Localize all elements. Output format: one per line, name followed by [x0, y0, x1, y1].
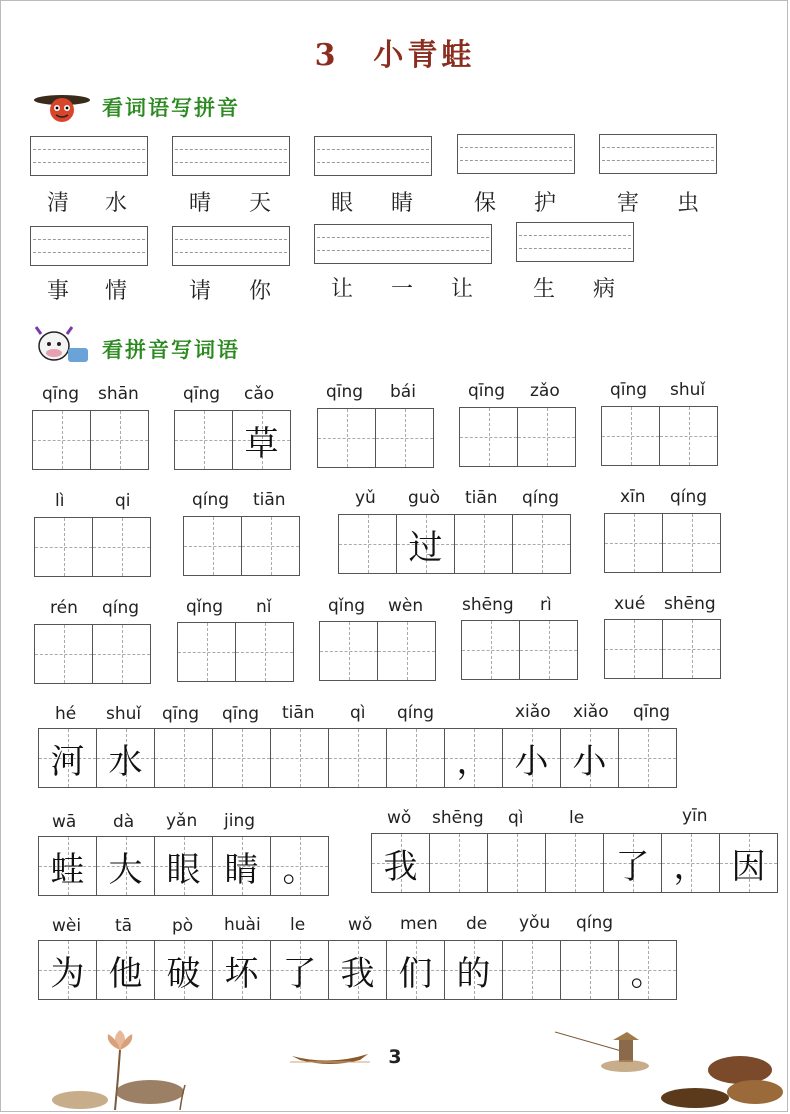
sentence-grid — [38, 940, 677, 1000]
grid-char: 他 — [108, 953, 143, 994]
grid-char: 小 — [572, 741, 607, 782]
grid-cell[interactable] — [488, 833, 546, 893]
grid-cell[interactable] — [155, 940, 213, 1000]
pinyin-label: qíng — [102, 598, 140, 618]
writing-grid — [34, 624, 151, 684]
pinyin-answer-box[interactable] — [516, 222, 634, 262]
grid-char: 草 — [244, 423, 279, 464]
grid-cell[interactable] — [271, 836, 329, 896]
pinyin-label: dà — [113, 812, 135, 832]
grid-cell[interactable] — [660, 406, 718, 466]
word-char: 晴 — [189, 191, 212, 216]
pinyin-label: wèi — [52, 916, 82, 936]
pinyin-label: shuǐ — [670, 380, 706, 400]
pinyin-label: rì — [540, 595, 552, 615]
pinyin-label: xué — [614, 594, 646, 614]
pinyin-label: qīng — [633, 702, 671, 722]
writing-grid — [177, 622, 294, 682]
pinyin-label: qíng — [576, 913, 614, 933]
pinyin-label: qīng — [610, 380, 648, 400]
grid-char: 小 — [514, 741, 549, 782]
pinyin-answer-box[interactable] — [599, 134, 717, 174]
writing-grid — [319, 621, 436, 681]
pinyin-label: wèn — [388, 596, 424, 616]
pinyin-label: le — [569, 808, 585, 828]
pinyin-label: tā — [115, 916, 133, 936]
grid-cell[interactable] — [619, 728, 677, 788]
grid-char: ， — [456, 741, 491, 782]
grid-cell[interactable] — [213, 940, 271, 1000]
writing-grid — [459, 407, 576, 467]
grid-cell[interactable] — [39, 940, 97, 1000]
pinyin-label: zǎo — [530, 381, 560, 401]
grid-char: 我 — [383, 846, 418, 887]
pinyin-label: qīng — [183, 384, 221, 404]
grid-cell[interactable] — [378, 621, 436, 681]
grid-char: 眼 — [166, 849, 201, 890]
grid-char: 的 — [456, 953, 491, 994]
pinyin-label: de — [466, 914, 488, 934]
word-char: 病 — [593, 277, 616, 302]
word-char: 睛 — [391, 191, 414, 216]
grid-cell[interactable] — [97, 728, 155, 788]
grid-char: 了 — [282, 953, 317, 994]
sentence-grid — [38, 836, 329, 896]
grid-cell[interactable] — [663, 619, 721, 679]
pinyin-label: wǒ — [348, 915, 373, 935]
grid-cell[interactable] — [520, 620, 578, 680]
grid-cell[interactable] — [271, 728, 329, 788]
grid-char: 因 — [731, 846, 766, 887]
pinyin-label: qíng — [670, 487, 708, 507]
grid-cell[interactable] — [546, 833, 604, 893]
word-char: 眼 — [331, 191, 354, 216]
grid-cell[interactable] — [329, 940, 387, 1000]
pinyin-label: qīng — [222, 704, 260, 724]
grid-cell[interactable] — [155, 728, 213, 788]
pinyin-label: jing — [224, 811, 256, 831]
grid-cell[interactable] — [513, 514, 571, 574]
pinyin-answer-box[interactable] — [457, 134, 575, 174]
word-char: 生 — [533, 277, 556, 302]
grid-cell[interactable] — [35, 517, 93, 577]
writing-grid — [34, 517, 151, 577]
pinyin-label: shān — [98, 384, 139, 404]
grid-cell[interactable] — [604, 833, 662, 893]
grid-char: 。 — [282, 849, 317, 890]
pinyin-label: qīng — [468, 381, 506, 401]
grid-cell[interactable] — [445, 940, 503, 1000]
pinyin-label: qíng — [192, 490, 230, 510]
grid-cell[interactable] — [329, 728, 387, 788]
word-char: 请 — [189, 279, 212, 304]
grid-cell[interactable] — [662, 833, 720, 893]
pinyin-label: xiǎo — [515, 702, 551, 722]
pinyin-label: xīn — [620, 487, 646, 507]
grid-cell[interactable] — [503, 940, 561, 1000]
pinyin-label: hé — [55, 704, 77, 724]
writing-grid — [174, 410, 291, 470]
word-char: 虫 — [677, 191, 700, 216]
grid-cell[interactable] — [39, 728, 97, 788]
word-char: 害 — [617, 191, 640, 216]
pinyin-label: tiān — [253, 490, 286, 510]
pinyin-label: qīng — [326, 382, 364, 402]
grid-cell[interactable] — [320, 621, 378, 681]
pinyin-label: pò — [172, 916, 194, 936]
grid-cell[interactable] — [213, 728, 271, 788]
page-title: 3 小青蛙 — [314, 38, 476, 73]
word-char: 情 — [105, 279, 128, 304]
pinyin-label: bái — [390, 382, 416, 402]
grid-cell[interactable] — [387, 940, 445, 1000]
word-char: 保 — [474, 191, 497, 216]
grid-char: 水 — [108, 741, 143, 782]
pinyin-answer-box[interactable] — [30, 136, 148, 176]
pinyin-label: qǐng — [328, 596, 366, 616]
section-title: 看拼音写词语 — [102, 338, 240, 362]
grid-cell[interactable] — [271, 940, 329, 1000]
pinyin-label: tiān — [282, 703, 315, 723]
page-number: 3 — [388, 1046, 402, 1068]
grid-cell[interactable] — [33, 410, 91, 470]
pinyin-answer-box[interactable] — [314, 136, 432, 176]
pinyin-label: wā — [52, 812, 77, 832]
grid-cell[interactable] — [155, 836, 213, 896]
pinyin-label: huài — [224, 915, 261, 935]
pinyin-label: qīng — [162, 704, 200, 724]
writing-grid — [604, 513, 721, 573]
grid-char: 了 — [615, 846, 650, 887]
writing-grid — [601, 406, 718, 466]
pinyin-label: yīn — [682, 806, 708, 826]
grid-cell[interactable] — [605, 619, 663, 679]
grid-cell[interactable] — [372, 833, 430, 893]
grid-cell[interactable] — [561, 940, 619, 1000]
pinyin-answer-box[interactable] — [172, 136, 290, 176]
word-char: 让 — [331, 277, 354, 302]
grid-char: 过 — [408, 527, 443, 568]
pinyin-label: yǎn — [166, 811, 198, 831]
writing-grid — [338, 514, 571, 574]
grid-cell[interactable] — [602, 406, 660, 466]
pinyin-label: qíng — [522, 488, 560, 508]
word-char: 水 — [105, 191, 128, 216]
pinyin-label: rén — [50, 598, 78, 618]
grid-cell[interactable] — [462, 620, 520, 680]
cartoon-mascot-icon — [32, 84, 92, 124]
grid-cell[interactable] — [339, 514, 397, 574]
sentence-grid — [371, 833, 778, 893]
pinyin-label: qì — [508, 808, 524, 828]
pinyin-answer-box[interactable] — [172, 226, 290, 266]
lotus-decoration-icon — [40, 1030, 210, 1110]
word-char: 你 — [249, 279, 272, 304]
writing-grid — [461, 620, 578, 680]
pinyin-label: qì — [350, 703, 366, 723]
grid-char: 河 — [50, 741, 85, 782]
grid-cell[interactable] — [236, 622, 294, 682]
grid-cell[interactable] — [430, 833, 488, 893]
grid-cell[interactable] — [175, 410, 233, 470]
grid-cell[interactable] — [184, 516, 242, 576]
pinyin-label: shēng — [432, 808, 484, 828]
word-char: 清 — [47, 191, 70, 216]
grid-cell[interactable] — [97, 836, 155, 896]
word-char: 护 — [534, 191, 557, 216]
pinyin-label: wǒ — [387, 808, 412, 828]
word-char: 事 — [47, 279, 70, 304]
writing-grid — [604, 619, 721, 679]
section-title: 看词语写拼音 — [102, 96, 240, 120]
grid-cell[interactable] — [445, 728, 503, 788]
writing-grid — [183, 516, 300, 576]
grid-cell[interactable] — [663, 513, 721, 573]
grid-cell[interactable] — [318, 408, 376, 468]
grid-char: 我 — [340, 953, 375, 994]
pinyin-label: yǒu — [519, 913, 551, 933]
grid-char: 大 — [108, 849, 143, 890]
grid-cell[interactable] — [91, 410, 149, 470]
pinyin-label: qíng — [397, 703, 435, 723]
grid-cell[interactable] — [460, 407, 518, 467]
grid-cell[interactable] — [39, 836, 97, 896]
pinyin-label: qǐng — [186, 597, 224, 617]
grid-char: 破 — [166, 953, 201, 994]
grid-cell[interactable] — [605, 513, 663, 573]
fisherman-rocks-decoration-icon — [555, 1026, 785, 1110]
grid-cell[interactable] — [213, 836, 271, 896]
pinyin-label: cǎo — [244, 384, 275, 404]
grid-cell[interactable] — [233, 410, 291, 470]
grid-cell[interactable] — [242, 516, 300, 576]
pinyin-label: shēng — [462, 595, 514, 615]
word-char: 一 — [391, 277, 414, 302]
pinyin-label: le — [290, 915, 306, 935]
cartoon-cow-icon — [32, 326, 92, 366]
grid-cell[interactable] — [387, 728, 445, 788]
grid-cell[interactable] — [97, 940, 155, 1000]
grid-char: 蛙 — [50, 849, 85, 890]
grid-char: 为 — [50, 953, 85, 994]
grid-cell[interactable] — [93, 517, 151, 577]
grid-cell[interactable] — [35, 624, 93, 684]
grid-cell[interactable] — [93, 624, 151, 684]
grid-cell[interactable] — [178, 622, 236, 682]
grid-cell[interactable] — [518, 407, 576, 467]
grid-cell[interactable] — [619, 940, 677, 1000]
writing-grid — [32, 410, 149, 470]
grid-char: 睛 — [224, 849, 259, 890]
grid-char: 。 — [630, 953, 665, 994]
grid-cell[interactable] — [503, 728, 561, 788]
grid-cell[interactable] — [397, 514, 455, 574]
pinyin-label: tiān — [465, 488, 498, 508]
pinyin-answer-box[interactable] — [314, 224, 492, 264]
grid-char: ， — [673, 846, 708, 887]
sentence-grid — [38, 728, 677, 788]
pinyin-label: yǔ — [355, 488, 376, 508]
grid-cell[interactable] — [376, 408, 434, 468]
pinyin-label: nǐ — [256, 597, 272, 617]
grid-char: 们 — [398, 953, 433, 994]
pinyin-label: qīng — [42, 384, 80, 404]
pinyin-label: men — [400, 914, 438, 934]
pinyin-label: xiǎo — [573, 702, 609, 722]
word-char: 天 — [249, 191, 272, 216]
pinyin-label: lì — [55, 491, 65, 511]
pinyin-label: shuǐ — [106, 704, 142, 724]
grid-cell[interactable] — [561, 728, 619, 788]
grid-cell[interactable] — [455, 514, 513, 574]
pinyin-label: shēng — [664, 594, 716, 614]
grid-char: 坏 — [224, 953, 259, 994]
pinyin-label: guò — [408, 488, 440, 508]
word-char: 让 — [451, 277, 474, 302]
writing-grid — [317, 408, 434, 468]
pinyin-answer-box[interactable] — [30, 226, 148, 266]
grid-cell[interactable] — [720, 833, 778, 893]
pinyin-label: qi — [115, 491, 131, 511]
